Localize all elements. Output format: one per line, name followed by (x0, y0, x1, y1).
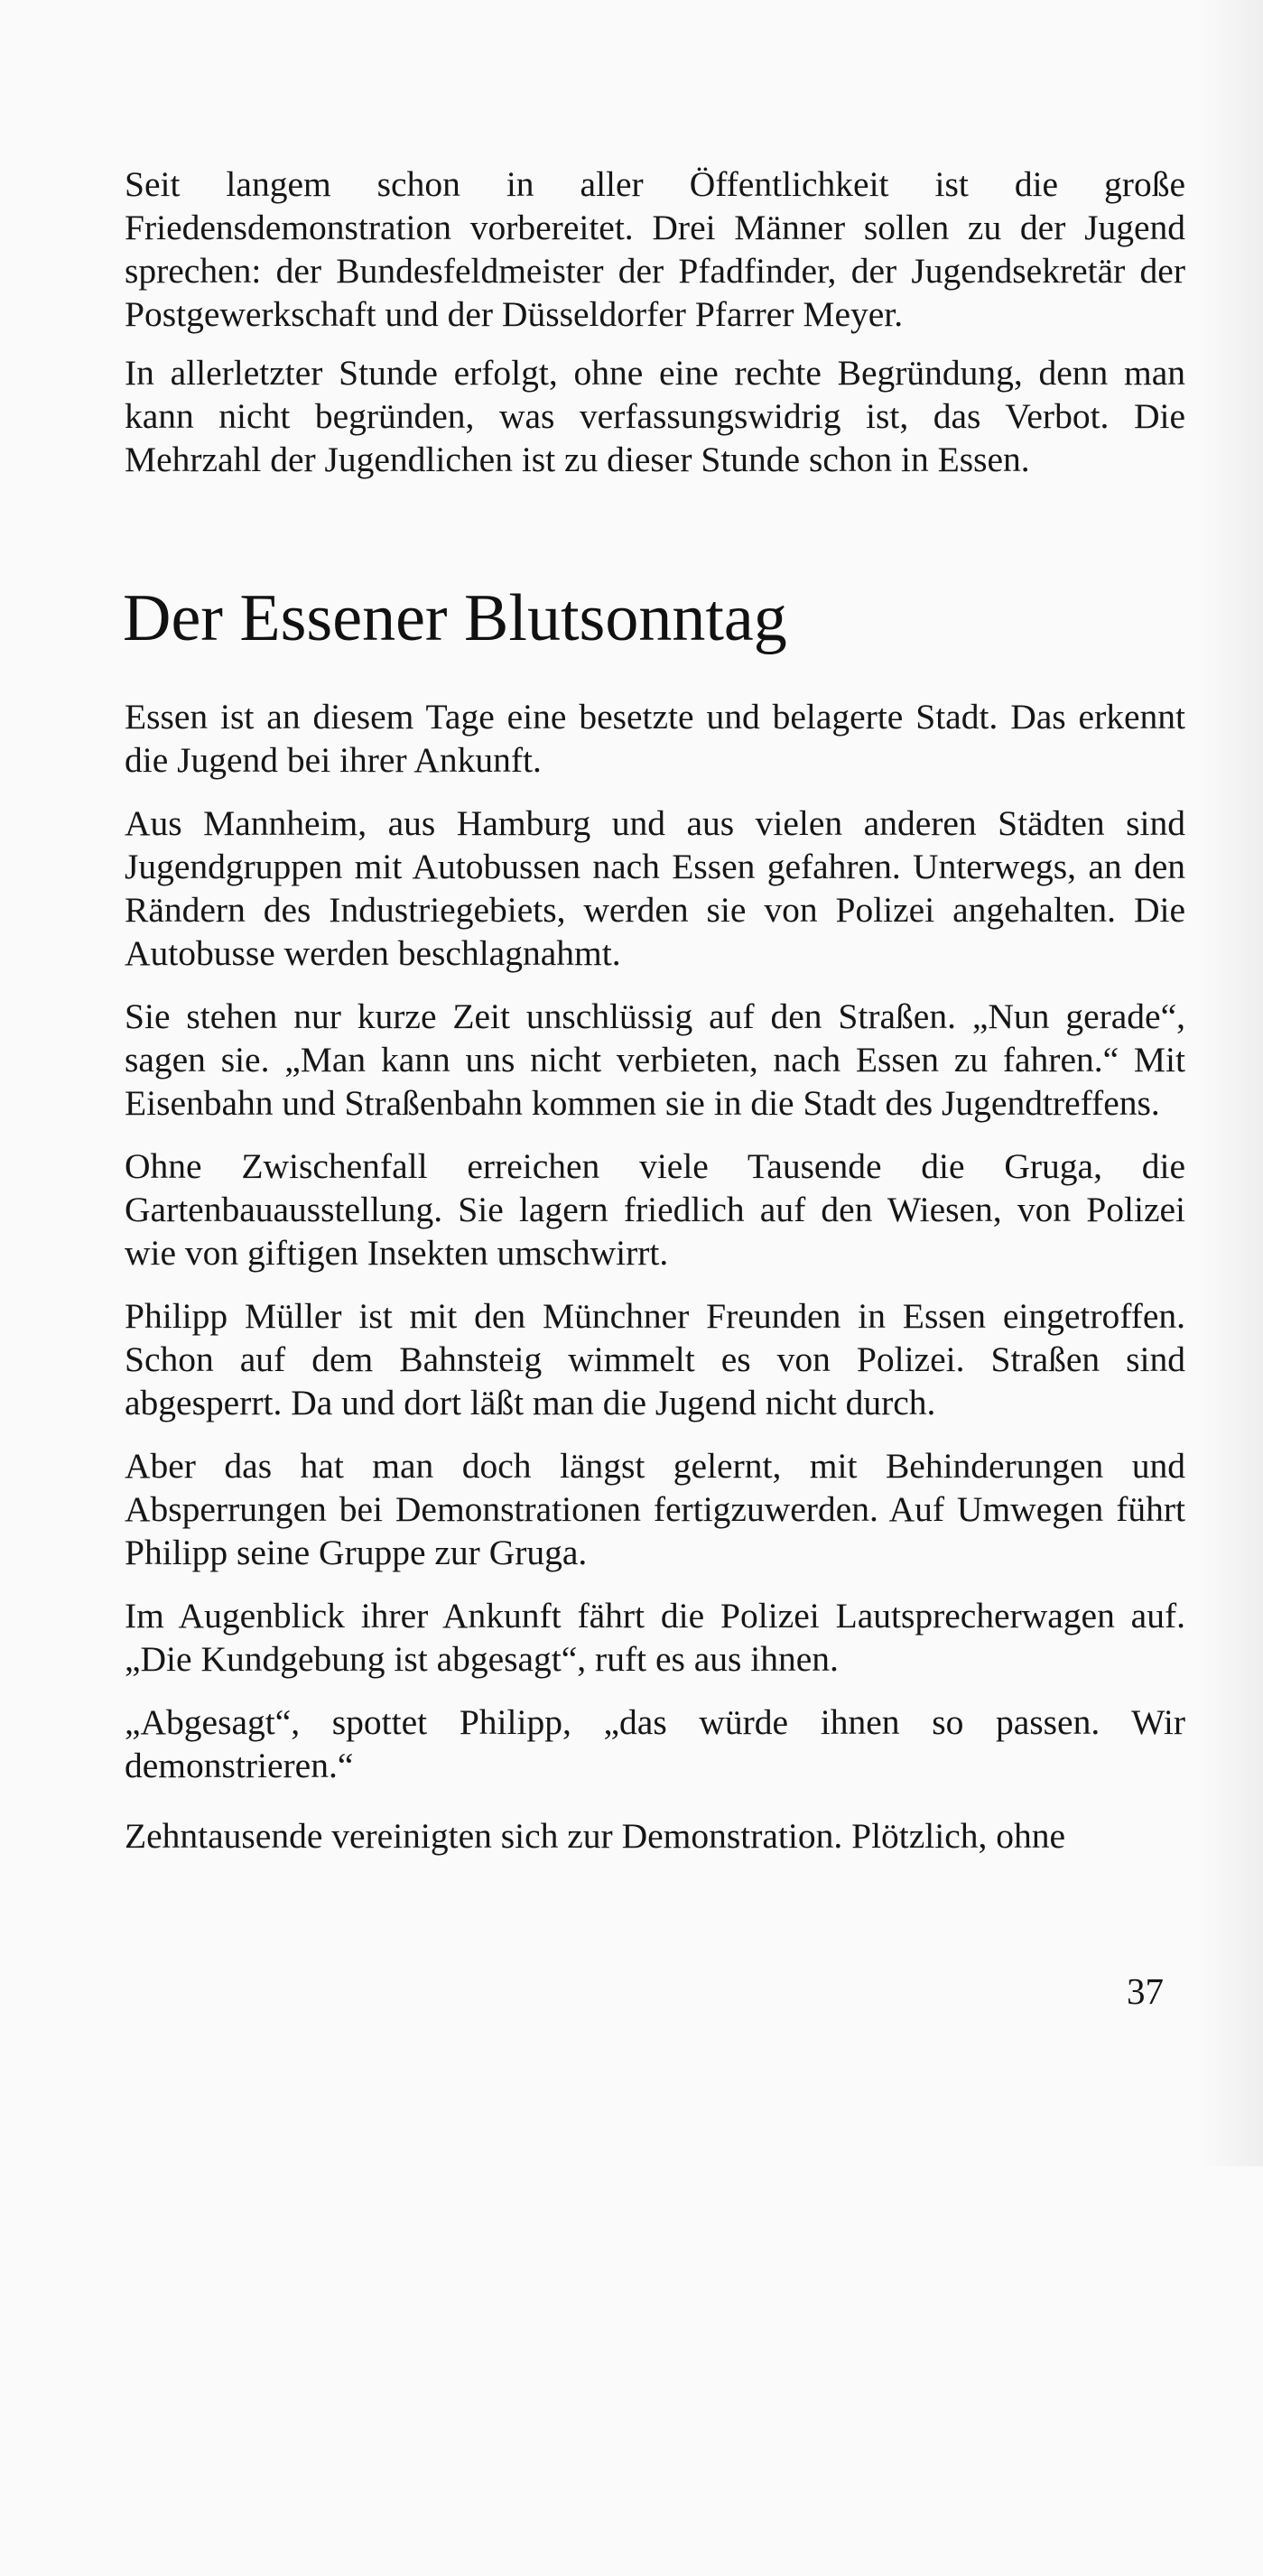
page-number: 37 (1127, 1970, 1164, 2012)
paragraph: Im Augenblick ihrer Ankunft fährt die Polizei Lautsprecherwagen auf. „Die Kundgebung ist abgesagt“, ruft es aus ihnen. (125, 1596, 1185, 1679)
paragraph: Sie stehen nur kurze Zeit unschlüssig auf den Straßen. „Nun gerade“, sagen sie. „Man kann uns nicht verbieten, nach Essen zu fahren.“ Mit Eisenbahn und Straßenbahn kommen sie in die Stadt des Jugendtreffens. (125, 996, 1185, 1123)
paragraph: Essen ist an diesem Tage eine besetzte und belagerte Stadt. Das erkennt die Jugend bei ihrer Ankunft. (125, 697, 1185, 780)
paragraph: Aber das hat man doch längst gelernt, mit Behinderungen und Absperrungen bei Demonstrationen fertigzuwerden. Auf Umwegen führt Philipp seine Gruppe zur Gruga. (125, 1446, 1185, 1572)
paragraph: Philipp Müller ist mit den Münchner Freunden in Essen eingetroffen. Schon auf dem Bahnsteig wimmelt es von Polizei. Straßen sind abgesperrt. Da und dort läßt man die Jugend nicht durch. (125, 1296, 1185, 1422)
text-block-body (125, 695, 1185, 1858)
section-heading: Der Essener Blutsonntag (123, 581, 787, 655)
paragraph: Seit langem schon in aller Öffentlichkeit ist die große Friedensdemonstration vorbereitet. Drei Männer sollen zu der Jugend sprechen: der Bundesfeldmeister der Pfadfinder, der Jugendsekretär der Postgewerkschaft und der Düsseldorfer Pfarrer Meyer. (125, 164, 1185, 334)
page-edge-shadow (1201, 0, 1263, 2166)
paragraph: Zehntausende vereinigten sich zur Demonstration. Plötzlich, ohne (125, 1816, 1066, 1856)
paragraph: In allerletzter Stunde erfolgt, ohne eine rechte Begründung, denn man kann nicht begründen, was verfassungswidrig ist, das Verbot. Die Mehrzahl der Jugendlichen ist zu dieser Stunde schon in Essen. (125, 353, 1185, 479)
paragraph: Aus Mannheim, aus Hamburg und aus vielen anderen Städten sind Jugendgruppen mit Autobussen nach Essen gefahren. Unterwegs, an den Rändern des Industriegebiets, werden sie von Polizei angehalten. Die Autobusse werden beschlagnahmt. (125, 803, 1185, 973)
paragraph: Ohne Zwischenfall erreichen viele Tausende die Gruga, die Gartenbauausstellung. Sie lagern friedlich auf den Wiesen, von Polizei wie von giftigen Insekten umschwirrt. (125, 1146, 1185, 1273)
paragraph: „Abgesagt“, spottet Philipp, „das würde ihnen so passen. Wir demonstrieren.“ (125, 1702, 1185, 1785)
text-block-intro (125, 162, 1185, 481)
